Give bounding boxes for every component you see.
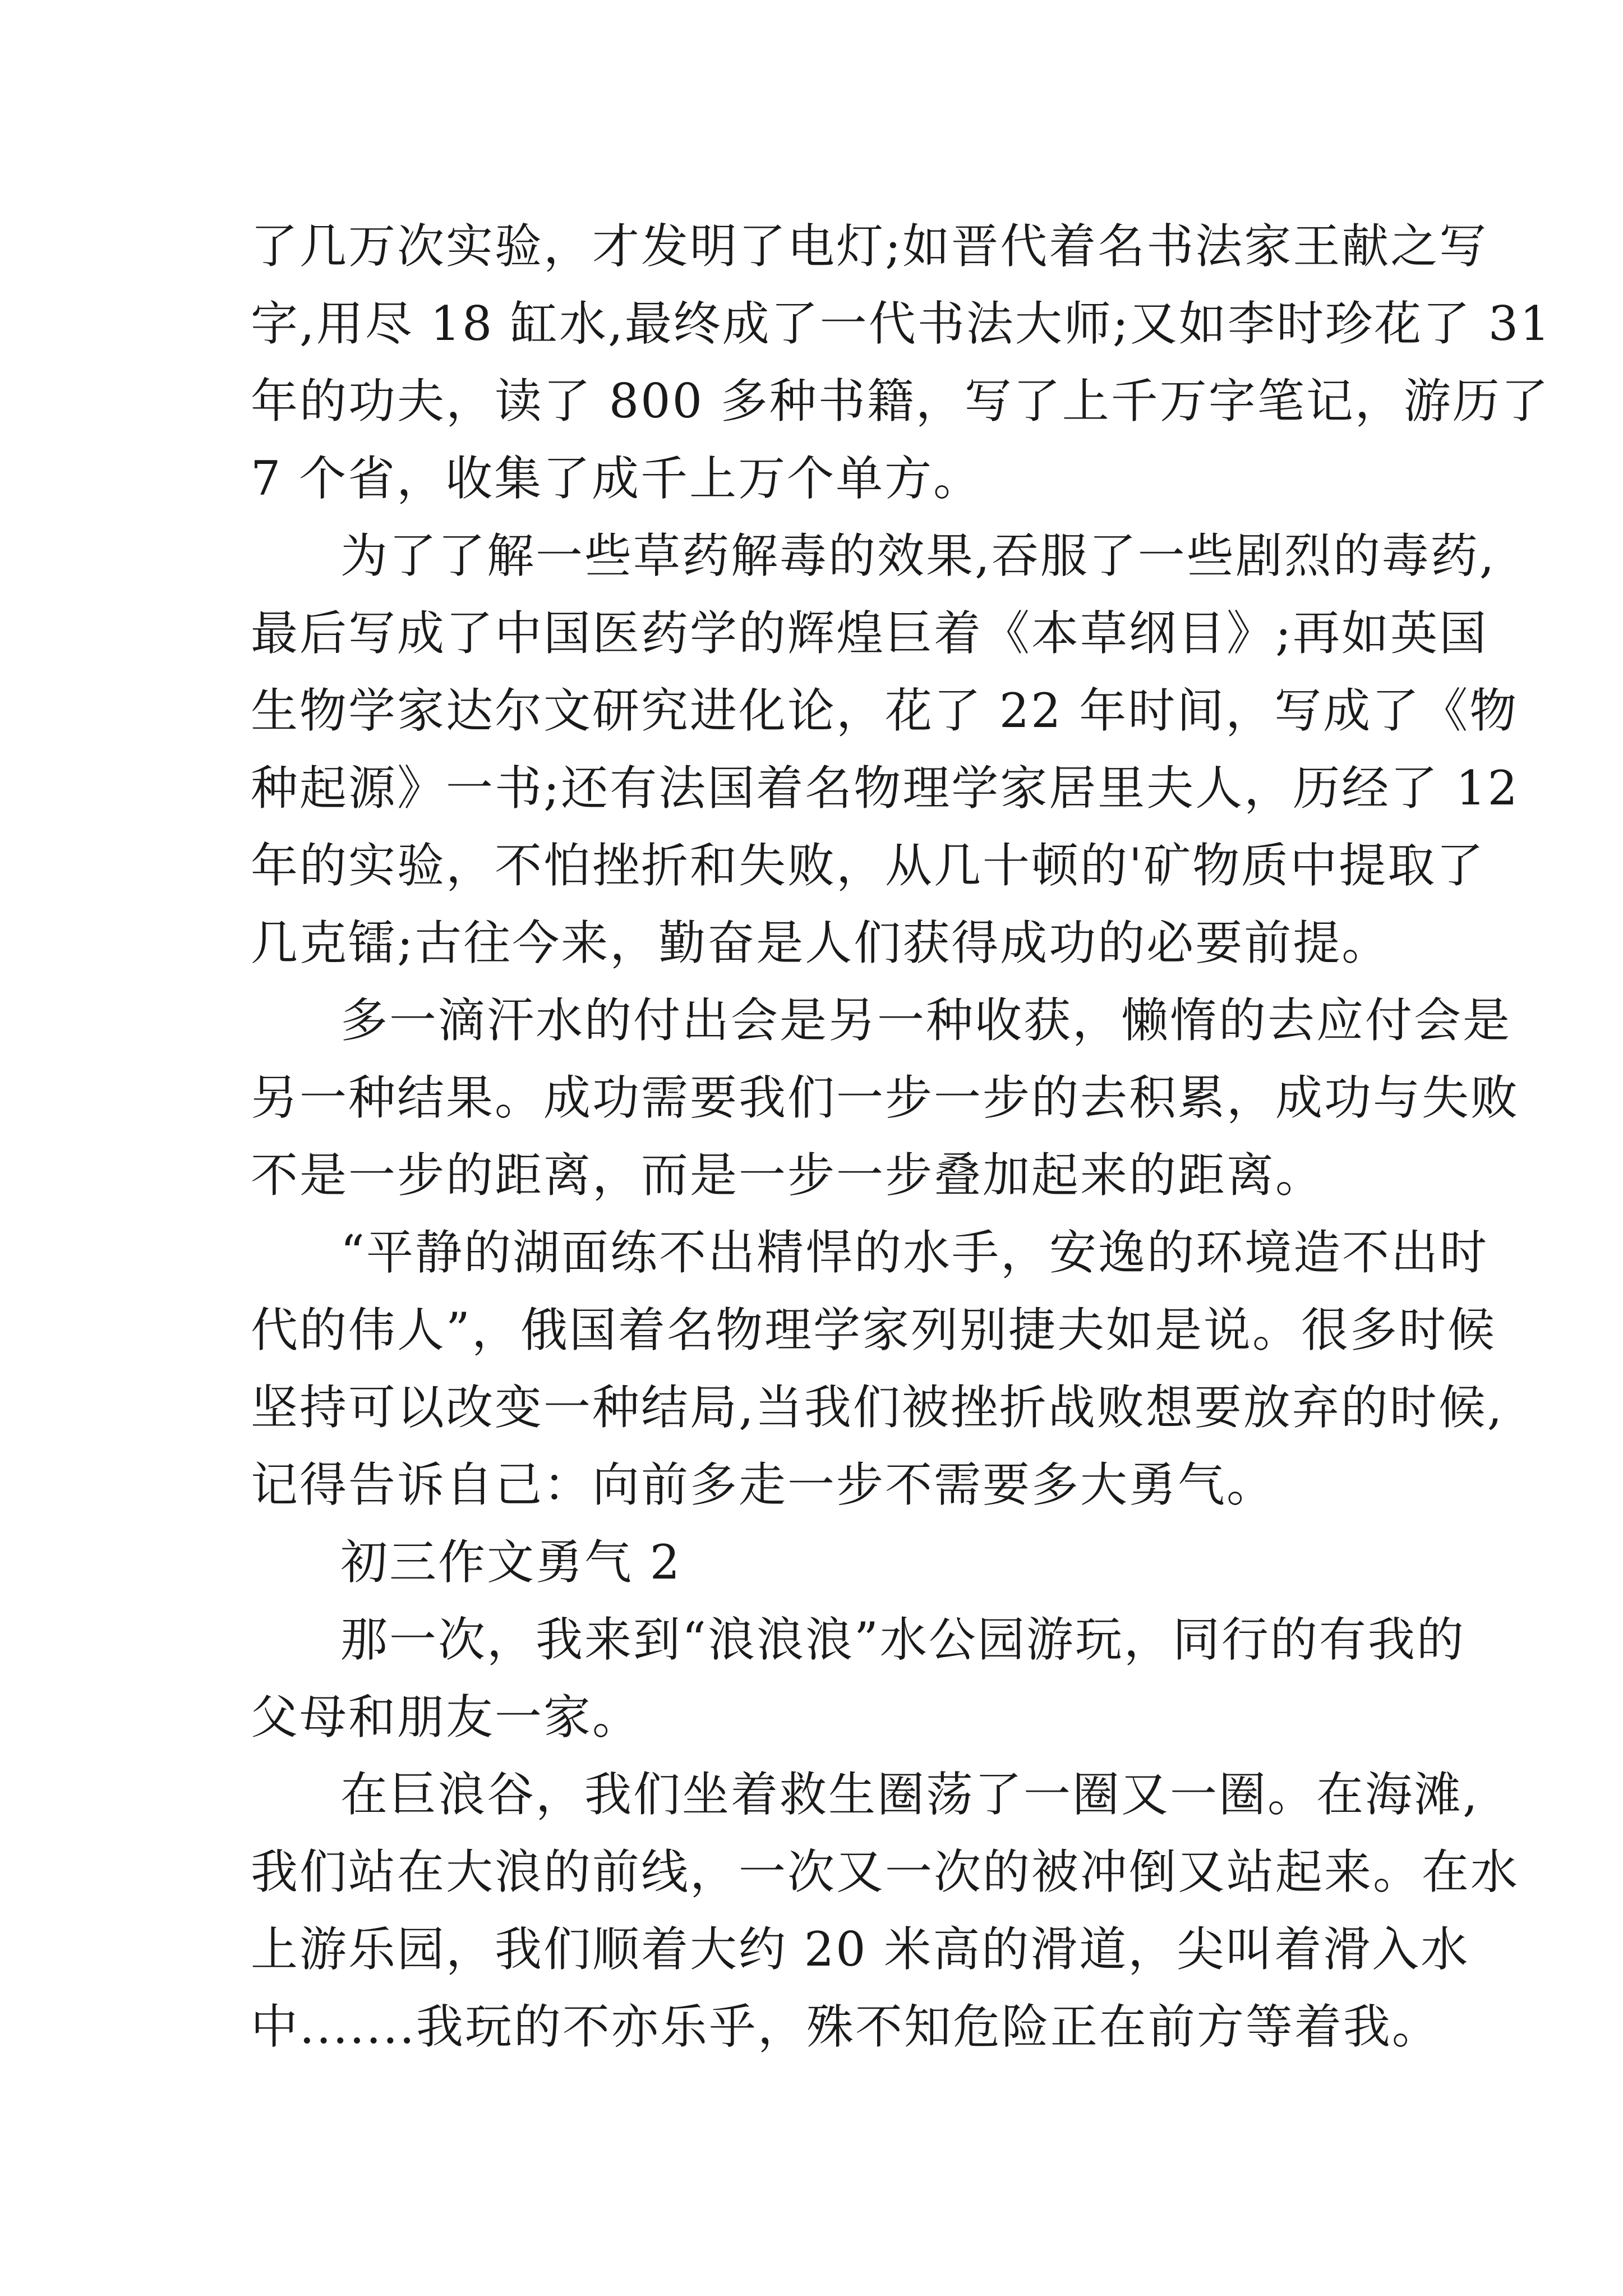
text-line: 了几万次实验，才发明了电灯;如晋代着名书法家王献之写 [251, 219, 1488, 274]
text-line: 为了了解一些草药解毒的效果,吞服了一些剧烈的毒药, [340, 528, 1496, 583]
text-line: 最后写成了中国医药学的辉煌巨着《本草纲目》;再如英国 [251, 606, 1488, 661]
text-line: 种起源》一书;还有法国着名物理学家居里夫人，历经了 12 [251, 761, 1519, 816]
text-line: 在巨浪谷，我们坐着救生圈荡了一圈又一圈。在海滩, [340, 1767, 1479, 1822]
section-heading: 初三作文勇气 2 [340, 1535, 682, 1590]
text-line: 年的实验，不怕挫折和失败，从几十顿的'矿物质中提取了 [251, 838, 1486, 893]
text-line: 那一次，我来到“浪浪浪”水公园游玩，同行的有我的 [340, 1612, 1465, 1667]
text-line: 父母和朋友一家。 [251, 1690, 642, 1745]
text-line: 几克镭;古往今来，勤奋是人们获得成功的必要前提。 [251, 915, 1391, 970]
text-line: 上游乐园，我们顺着大约 20 米高的滑道，尖叫着滑入水 [251, 1922, 1470, 1977]
text-line: 代的伟人”，俄国着名物理学家列别捷夫如是说。很多时候 [251, 1303, 1496, 1358]
text-line: 多一滴汗水的付出会是另一种收获，懒惰的去应付会是 [340, 993, 1512, 1048]
document-body [251, 208, 1552, 2065]
text-line: 7 个省，收集了成千上万个单方。 [251, 451, 983, 506]
text-line: 不是一步的距离，而是一步一步叠加起来的距离。 [251, 1148, 1325, 1203]
text-line: 年的功夫，读了 800 多种书籍，写了上千万字笔记，游历了 [251, 374, 1550, 429]
text-line: “平静的湖面练不出精悍的水手，安逸的环境造不出时 [340, 1225, 1488, 1280]
text-line: 生物学家达尔文研究进化论，花了 22 年时间，写成了《物 [251, 683, 1519, 738]
text-line: 字,用尽 18 缸水,最终成了一代书法大师;又如李时珍花了 31 [251, 296, 1552, 351]
text-line: 另一种结果。成功需要我们一步一步的去积累，成功与失败 [251, 1070, 1520, 1125]
text-line: 坚持可以改变一种结局,当我们被挫折战败想要放弃的时候, [251, 1380, 1504, 1435]
text-line: 我们站在大浪的前线，一次又一次的被冲倒又站起来。在水 [251, 1844, 1520, 1899]
text-line: 记得告诉自己：向前多走一步不需要多大勇气。 [251, 1457, 1276, 1512]
text-line: 中.......我玩的不亦乐乎，殊不知危险正在前方等着我。 [251, 1999, 1441, 2054]
